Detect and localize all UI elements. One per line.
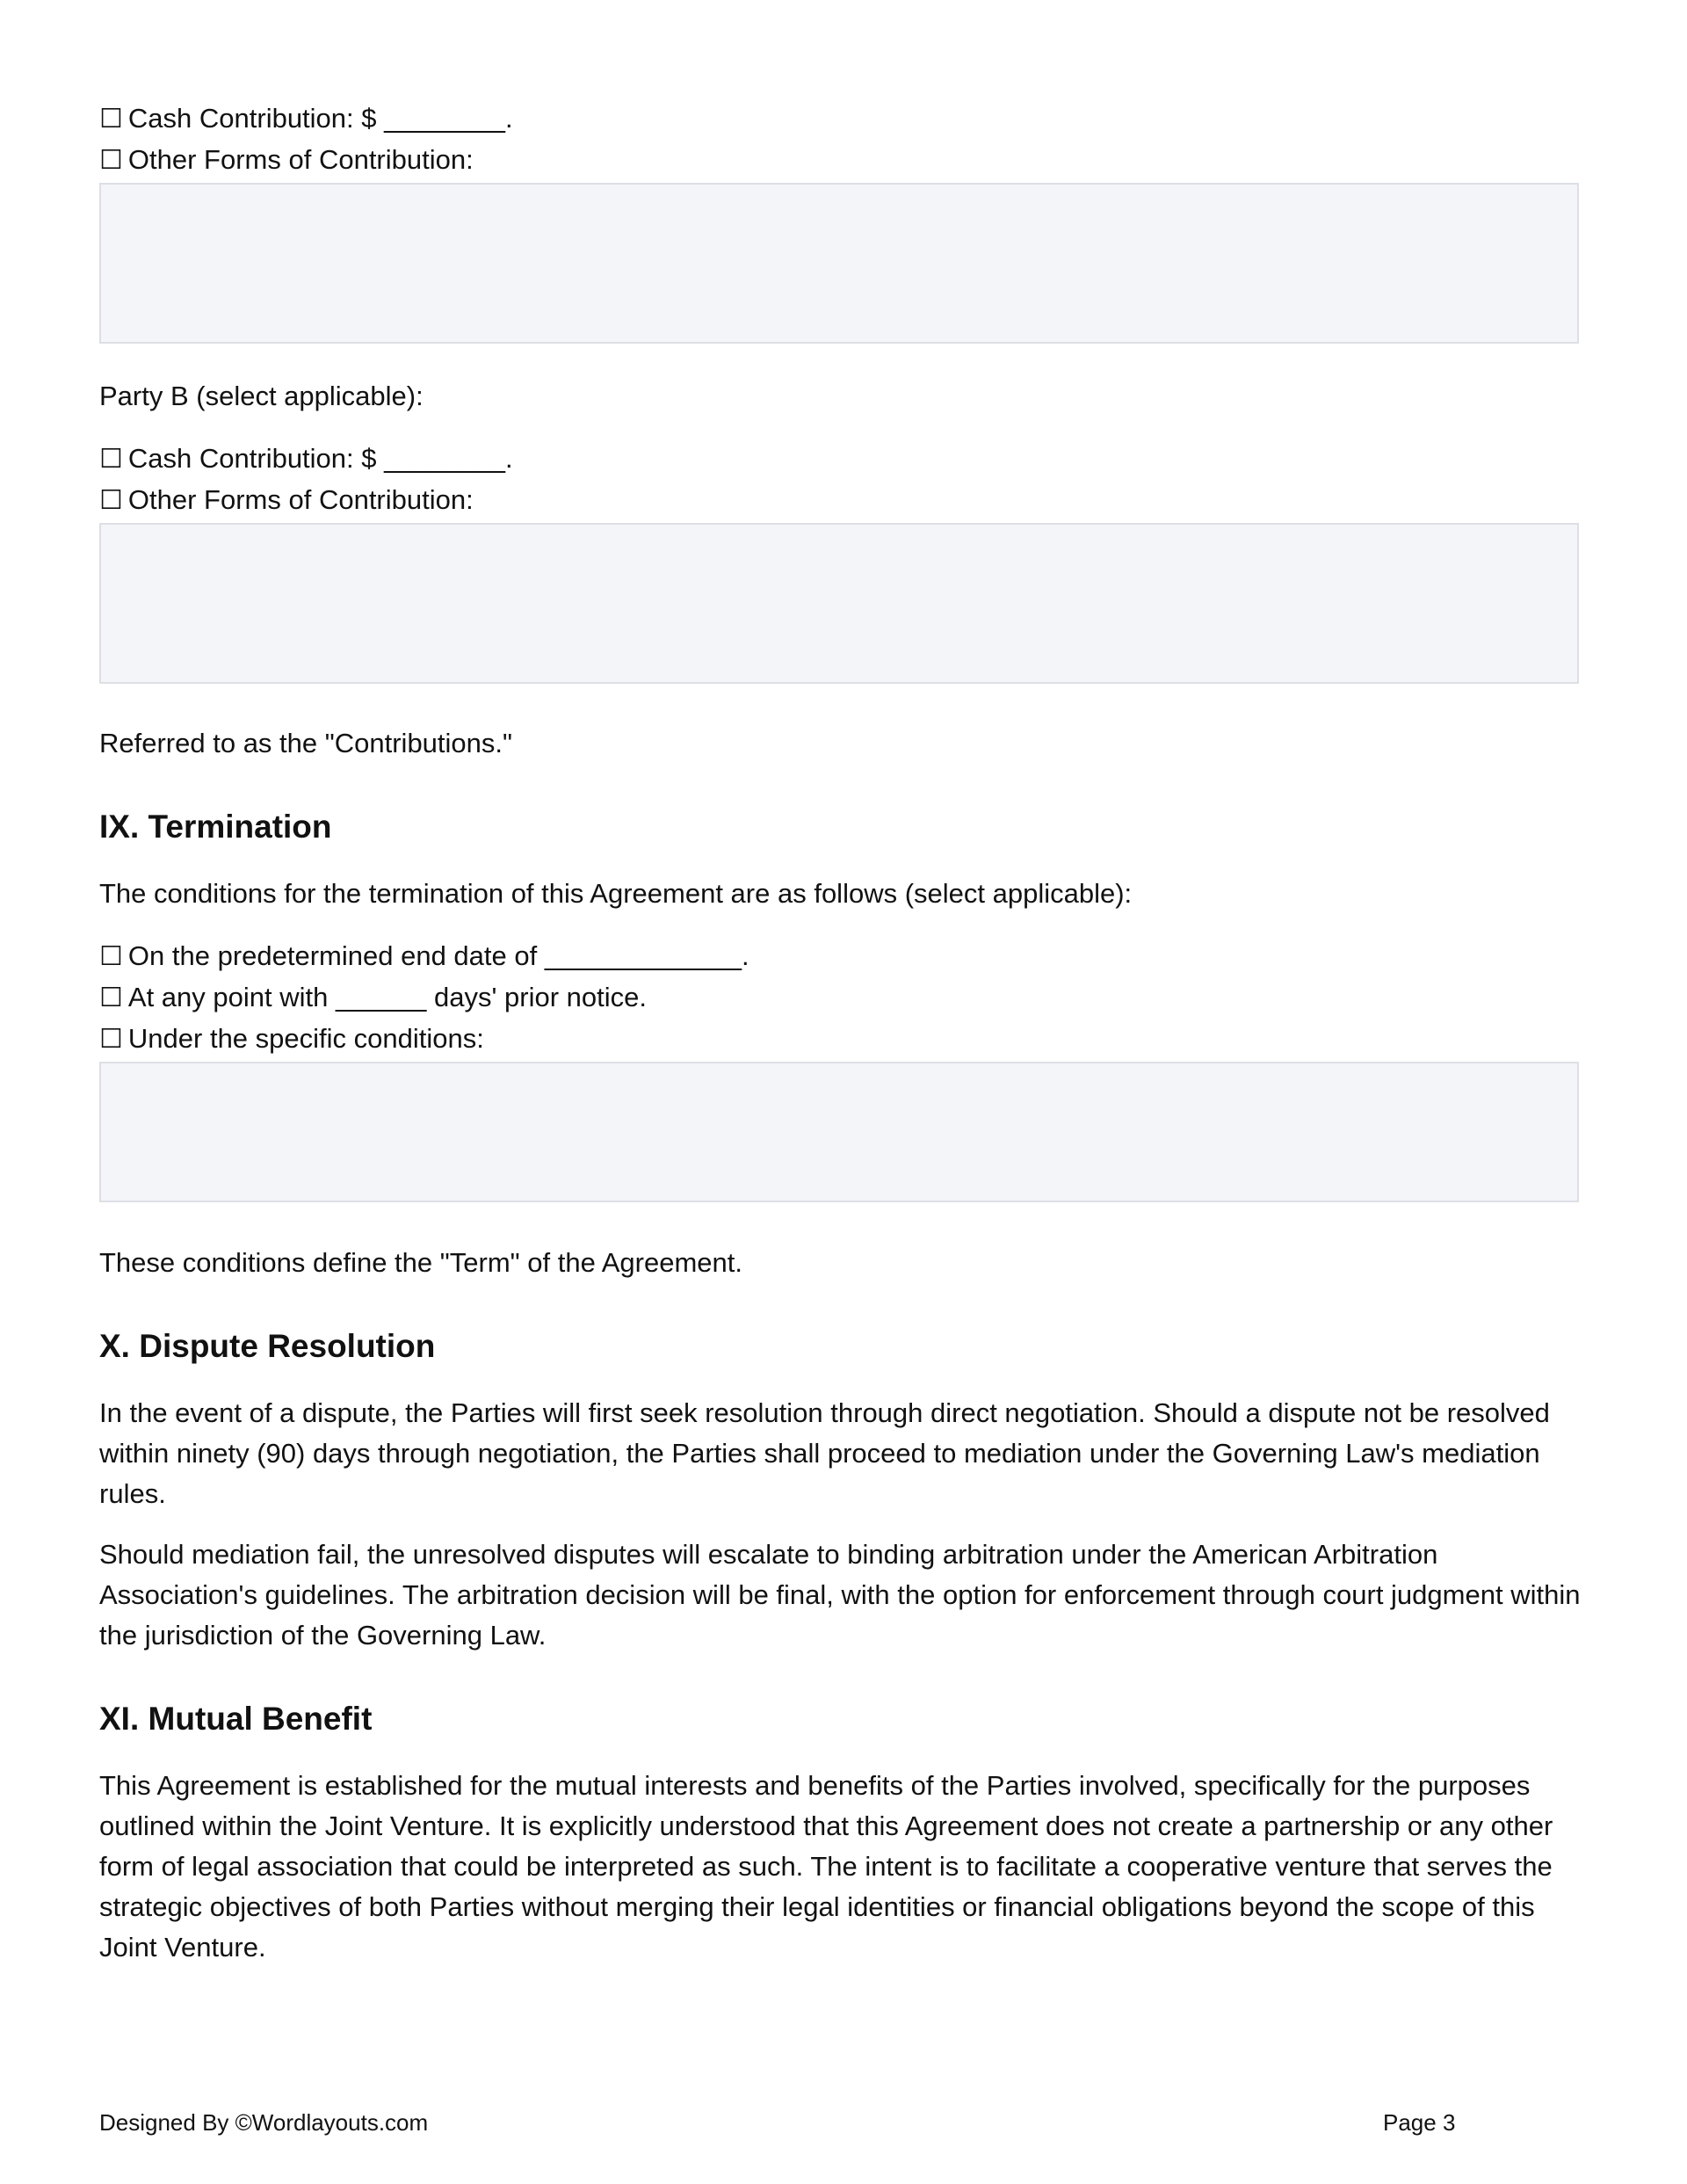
termination-option-notice[interactable] [99, 977, 647, 1019]
dispute-paragraph-1: In the event of a dispute, the Parties will first seek resolution through direct negotiation. Should a dispute not be resolved within ninety (90) days through negotiation, the Parties shall proceed to mediation under the Governing Law's mediation rules. [99, 1397, 1550, 1509]
contributions-note: Referred to as the "Contributions." [99, 728, 513, 758]
party-b-cash-option[interactable] [99, 439, 513, 480]
dispute-paragraph-2: Should mediation fail, the unresolved disputes will escalate to binding arbitration under the American Arbitration Association's guidelines. The arbitration decision will be final, with the option for enforcement through court judgment within the jurisdiction of the Governing Law. [99, 1539, 1581, 1651]
termination-heading: IX. Termination [99, 809, 332, 845]
party-b-other-option[interactable] [99, 480, 474, 521]
party-a-cash-label: Cash Contribution: $ ________. [127, 103, 513, 134]
checkbox-icon[interactable]: ☐ [99, 1024, 123, 1055]
page-number: Page 3 [1383, 2109, 1456, 2136]
checkbox-icon[interactable]: ☐ [99, 485, 123, 516]
party-b-other-label: Other Forms of Contribution: [127, 484, 474, 515]
termination-option-end-date-label: On the predetermined end date of _____________. [127, 940, 749, 971]
termination-option-conditions[interactable] [99, 1019, 484, 1060]
party-a-other-input-box[interactable] [99, 183, 1579, 344]
termination-note: These conditions define the "Term" of the Agreement. [99, 1247, 742, 1278]
termination-option-notice-label: At any point with ______ days' prior notice. [127, 982, 648, 1012]
termination-conditions-input-box[interactable] [99, 1062, 1579, 1202]
party-a-other-label: Other Forms of Contribution: [127, 144, 474, 175]
party-a-cash-option[interactable] [99, 98, 513, 140]
checkbox-icon[interactable]: ☐ [99, 941, 123, 972]
checkbox-icon[interactable]: ☐ [99, 145, 123, 176]
footer-credit: Designed By ©Wordlayouts.com [99, 2109, 429, 2136]
termination-option-conditions-label: Under the specific conditions: [127, 1023, 484, 1054]
checkbox-icon[interactable]: ☐ [99, 104, 123, 134]
party-b-cash-label: Cash Contribution: $ ________. [127, 443, 513, 474]
party-b-other-input-box[interactable] [99, 523, 1579, 684]
termination-intro: The conditions for the termination of this Agreement are as follows (select applicable): [99, 878, 1133, 909]
checkbox-icon[interactable]: ☐ [99, 444, 123, 475]
party-a-other-option[interactable] [99, 140, 474, 181]
benefit-paragraph: This Agreement is established for the mutual interests and benefits of the Parties involved, specifically for the purposes outlined within the Joint Venture. It is explicitly understood that this Agreement does not create a partnership or any other form of legal association that could be interpreted as such. The intent is to facilitate a cooperative venture that serves the strategic objectives of both Parties without merging their legal identities or financial obligations beyond the scope of this Joint Venture. [99, 1770, 1553, 1963]
party-b-heading: Party B (select applicable): [99, 381, 424, 411]
dispute-heading: X. Dispute Resolution [99, 1328, 436, 1364]
benefit-heading: XI. Mutual Benefit [99, 1701, 373, 1737]
checkbox-icon[interactable]: ☐ [99, 983, 123, 1013]
termination-option-end-date[interactable] [99, 936, 749, 977]
